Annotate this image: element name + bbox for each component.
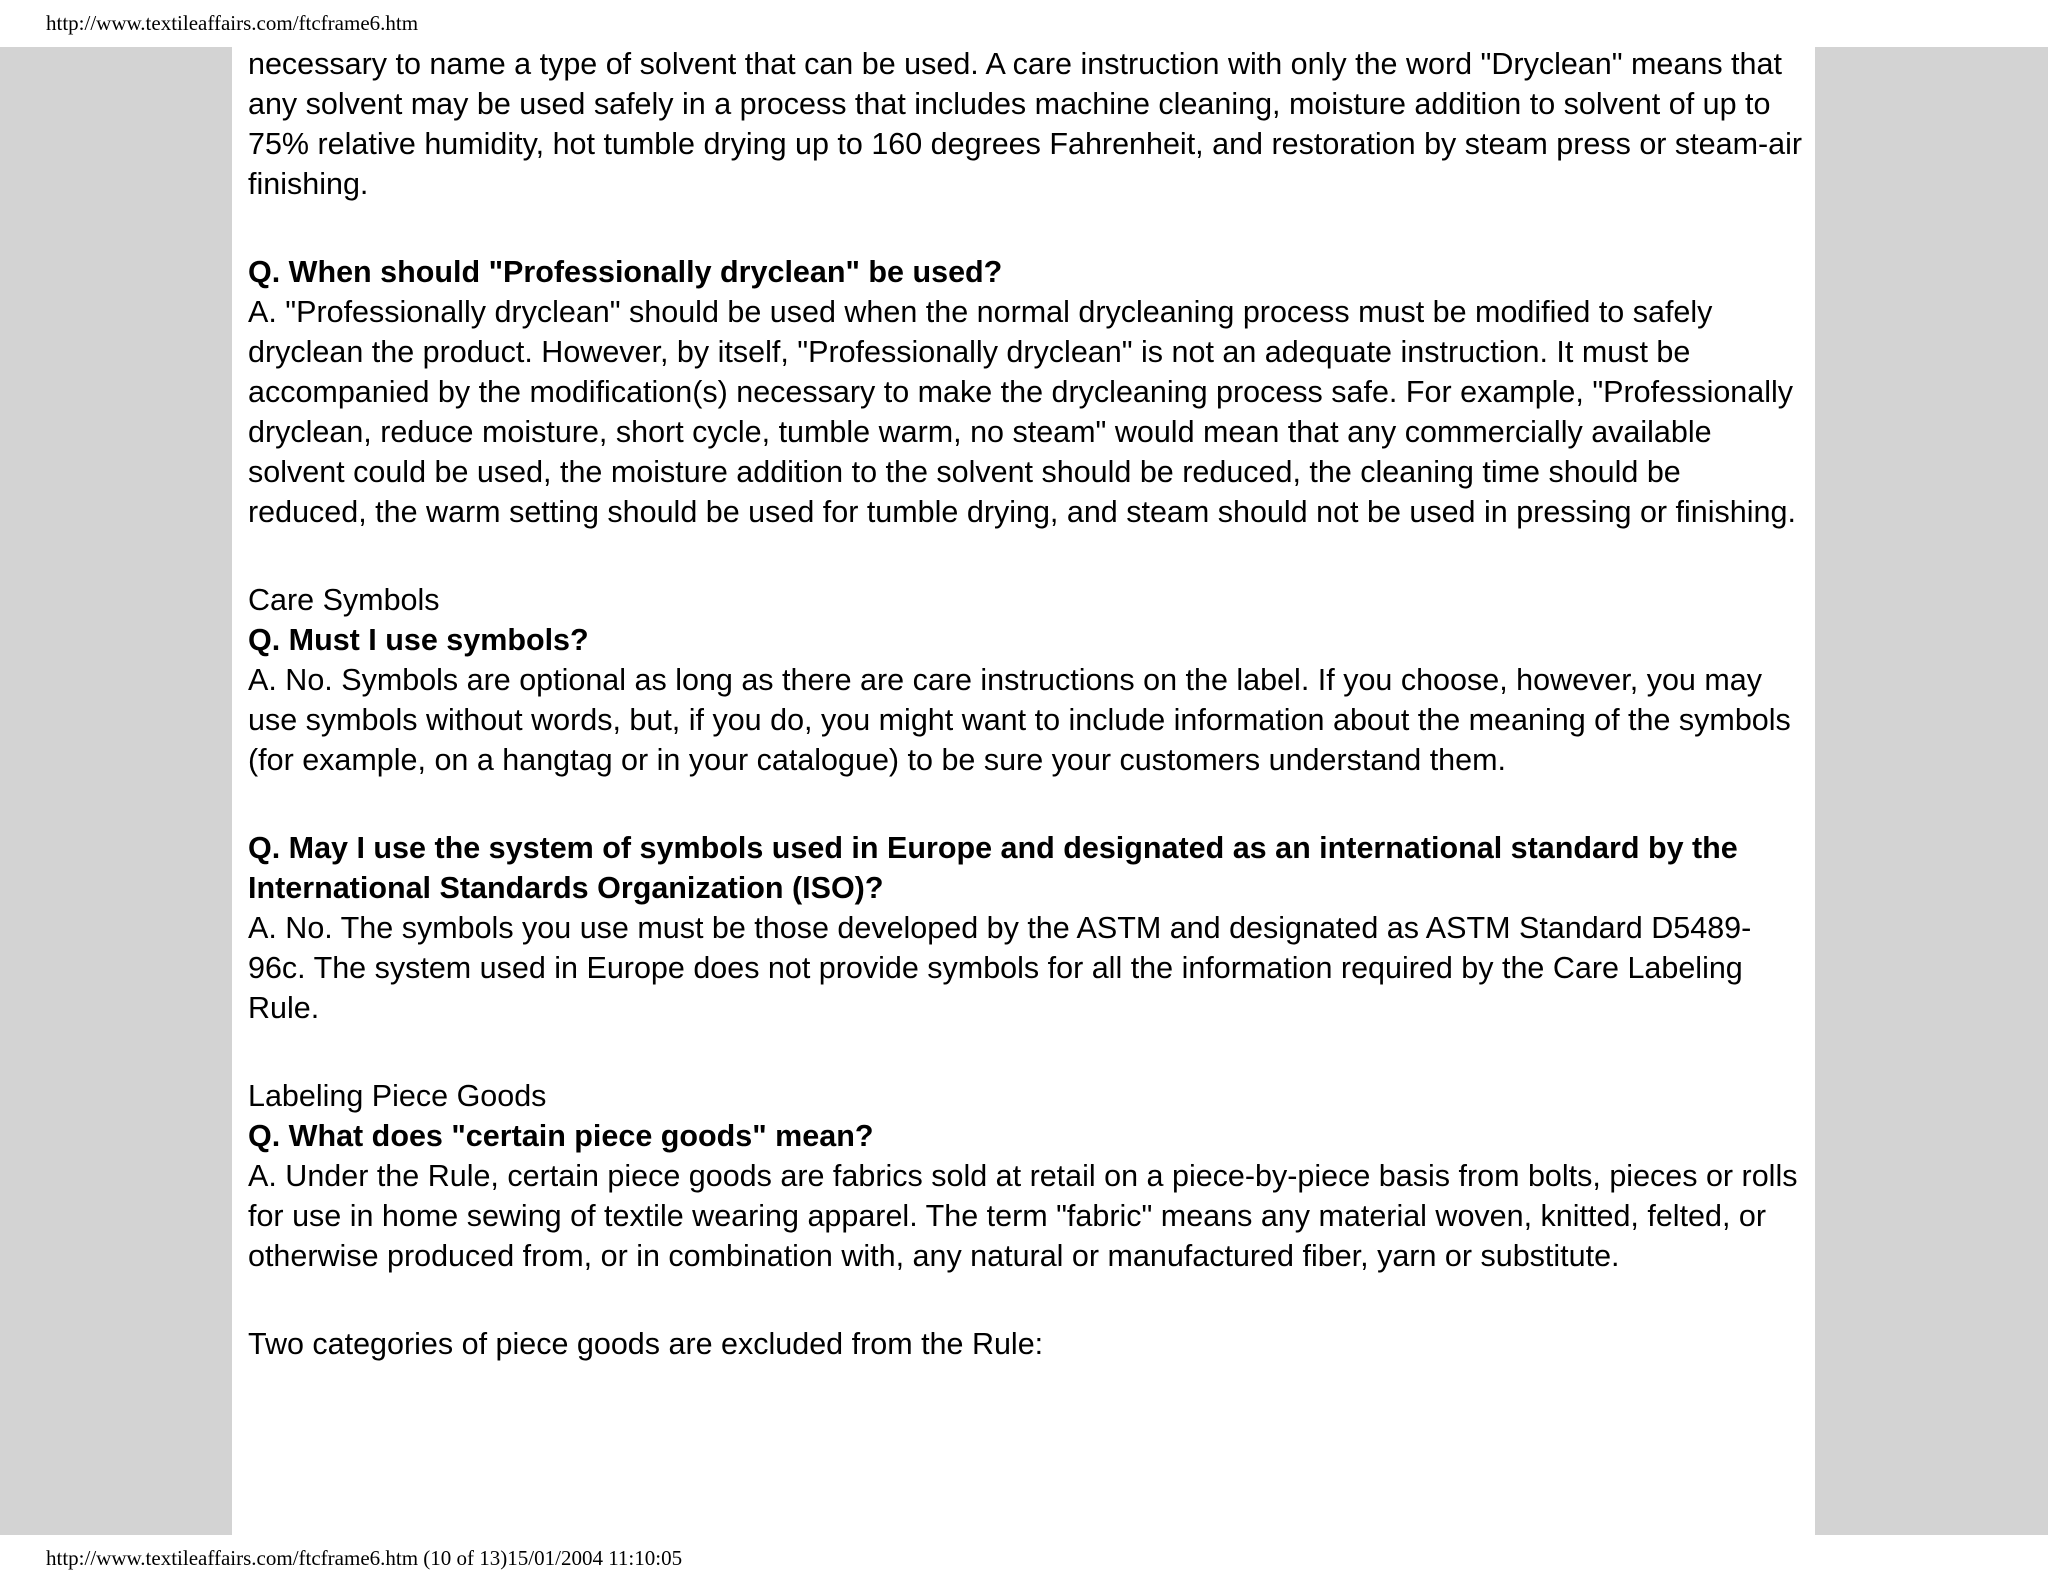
question-certain-piece-goods: Q. What does "certain piece goods" mean? [248, 1119, 874, 1153]
answer-iso-symbols: A. No. The symbols you use must be those developed by the ASTM and designated as ASTM Standard D5489-96c. The system used in Europe does not provide symbols for all the information required by the Care Labeling Rule. [248, 911, 1752, 1025]
answer-professionally-dryclean: A. "Professionally dryclean" should be used when the normal drycleaning process must be modified to safely dryclean the product. However, by itself, "Professionally dryclean" is not an adequate instruction. It must be accompanied by the modification(s) necessary to make the drycleaning process safe. For example, "Professionally dryclean, reduce moisture, short cycle, tumble warm, no steam" would mean that any commercially available solvent could be used, the moisture addition to the solvent should be reduced, the cleaning time should be reduced, the warm setting should be used for tumble drying, and steam should not be used in pressing or finishing. [248, 295, 1796, 529]
question-iso-symbols: Q. May I use the system of symbols used in Europe and designated as an international standard by the International Standards Organization (ISO)? [248, 831, 1738, 905]
answer-must-use-symbols: A. No. Symbols are optional as long as there are care instructions on the label. If you choose, however, you may use symbols without words, but, if you do, you might want to include information about the meaning of the symbols (for example, on a hangtag or in your catalogue) to be sure your customers understand them. [248, 663, 1791, 777]
page-url-footer: http://www.textileaffairs.com/ftcframe6.htm (10 of 13)15/01/2004 11:10:05 [46, 1546, 683, 1570]
answer-certain-piece-goods: A. Under the Rule, certain piece goods are fabrics sold at retail on a piece-by-piece basis from bolts, pieces or rolls for use in home sewing of textile wearing apparel. The term "fabric" means any material woven, knitted, felted, or otherwise produced from, or in combination with, any natural or manufactured fiber, yarn or substitute. [248, 1159, 1798, 1273]
section-heading-labeling-piece-goods: Labeling Piece Goods [248, 1079, 547, 1113]
intro-paragraph: necessary to name a type of solvent that can be used. A care instruction with only the word "Dryclean" means that any solvent may be used safely in a process that includes machine cleaning, moisture addition to solvent of up to 75% relative humidity, hot tumble drying up to 160 degrees Fahrenheit, and restoration by steam press or steam-air finishing. [248, 47, 1803, 201]
section-heading-care-symbols: Care Symbols [248, 583, 440, 617]
excluded-categories-paragraph: Two categories of piece goods are excluded from the Rule: [248, 1327, 1044, 1361]
document-content [248, 44, 1803, 1364]
question-must-use-symbols: Q. Must I use symbols? [248, 623, 589, 657]
page-url-header: http://www.textileaffairs.com/ftcframe6.htm [46, 11, 419, 35]
question-professionally-dryclean: Q. When should "Professionally dryclean" be used? [248, 255, 1003, 289]
